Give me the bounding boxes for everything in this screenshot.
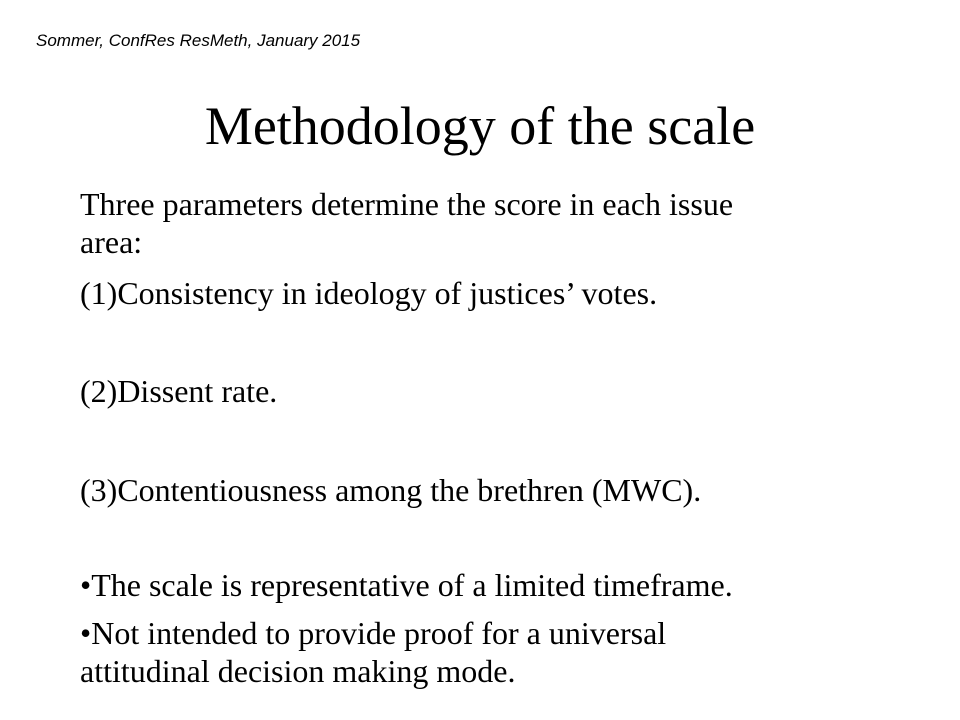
header-note: Sommer, ConfRes ResMeth, January 2015 xyxy=(36,31,361,50)
bullet-point-2-line-2: attitudinal decision making mode. xyxy=(80,653,516,689)
intro-text-line-2: area: xyxy=(80,224,143,260)
parameter-item-1: (1)Consistency in ideology of justices’ votes. xyxy=(80,275,658,311)
intro-text-line-1: Three parameters determine the score in each issue xyxy=(80,186,734,222)
slide-title: Methodology of the scale xyxy=(204,96,756,156)
parameter-item-2: (2)Dissent rate. xyxy=(80,373,278,409)
bullet-point-1: •The scale is representative of a limited timeframe. xyxy=(80,567,733,603)
bullet-point-2-line-1: •Not intended to provide proof for a universal xyxy=(80,615,667,651)
parameter-item-3: (3)Contentiousness among the brethren (MWC). xyxy=(80,472,702,508)
